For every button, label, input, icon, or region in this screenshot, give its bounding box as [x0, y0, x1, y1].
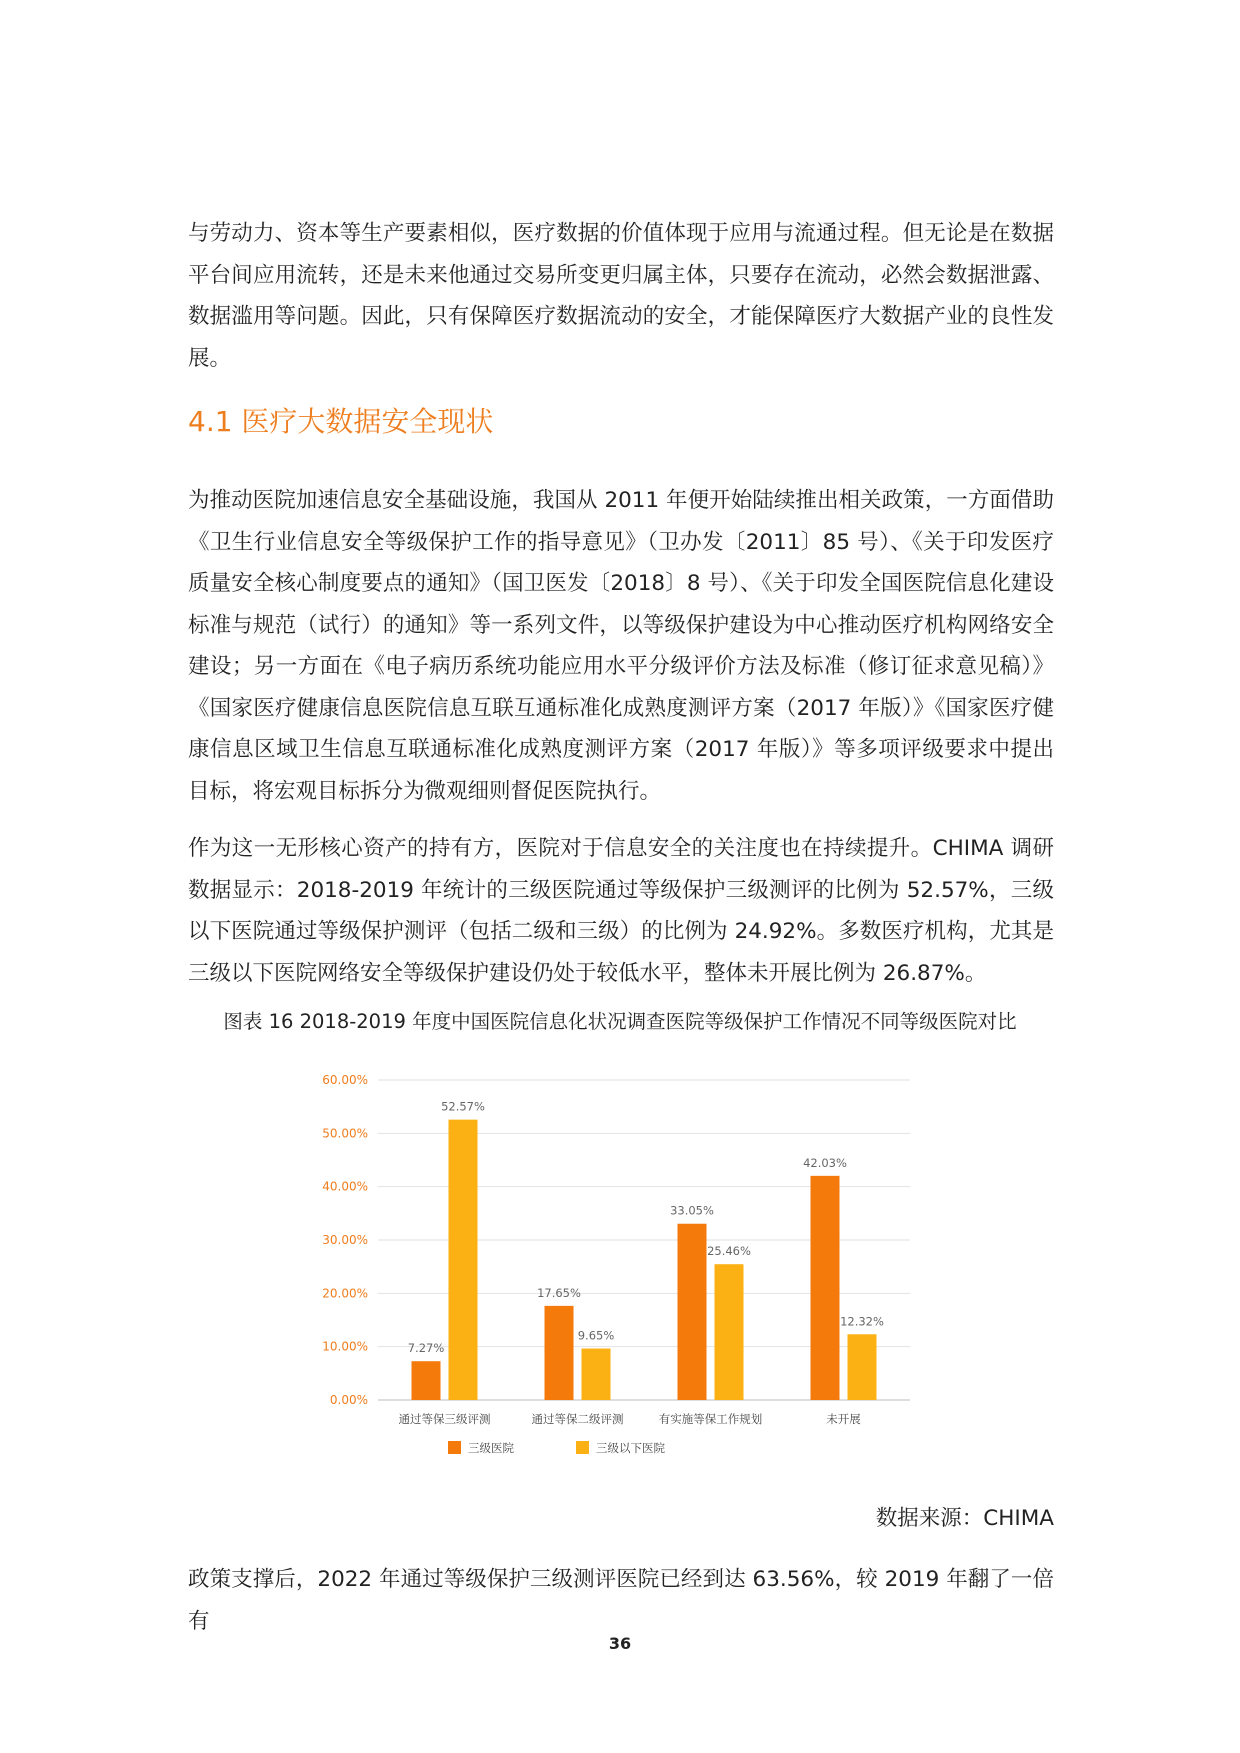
- bar: [848, 1334, 877, 1400]
- bar: [582, 1349, 611, 1400]
- x-category-label: 有实施等保工作规划: [658, 1412, 763, 1426]
- bar-chart: [320, 1060, 920, 1480]
- bar-value-label: 25.46%: [707, 1244, 751, 1259]
- bar-value-label: 33.05%: [670, 1203, 714, 1218]
- bar: [811, 1176, 840, 1400]
- bar: [449, 1120, 478, 1400]
- chart-x-axis: [399, 1412, 862, 1426]
- data-source-note: 数据来源：CHIMA: [875, 1506, 1054, 1531]
- bar-value-label: 9.65%: [577, 1328, 615, 1343]
- bar-value-label: 12.32%: [840, 1314, 884, 1329]
- bar: [545, 1306, 574, 1400]
- bar-value-label: 17.65%: [537, 1285, 581, 1300]
- bar: [715, 1264, 744, 1400]
- paragraph-conclusion: 政策支撑后，2022 年通过等级保护三级测评医院已经到达 63.56%，较 2019 年翻了一倍有: [188, 1567, 1054, 1634]
- paragraph-survey: 作为这一无形核心资产的持有方，医院对于信息安全的关注度也在持续提升。CHIMA 调研数据显示：2018-2019 年统计的三级医院通过等级保护三级测评的比例为 52.57%，三级以下医院通过等级保护测评（包括二级和三级）的比例为 24.92%。多数医疗机构，尤其是三级以下医院网络安全等级保护建设仍处于较低水平，整体未开展比例为 26.87%。: [188, 836, 1054, 986]
- page-number: 36: [608, 1634, 632, 1653]
- paragraph-policy: 为推动医院加速信息安全基础设施，我国从 2011 年便开始陆续推出相关政策，一方面借助《卫生行业信息安全等级保护工作的指导意见》（卫办发〔2011〕85 号）、《关于印发医疗质量安全核心制度要点的通知》（国卫医发〔2018〕8 号）、《关于印发全国医院信息化建设标准与规范（试行）的通知》等一系列文件，以等级保护建设为中心推动医疗机构网络安全建设；另一方面在《电子病历系统功能应用水平分级评价方法及标准（修订征求意见稿）》《国家医疗健康信息医院信息互联互通标准化成熟度测评方案（2017 年版）》《国家医疗健康信息区域卫生信息互联通标准化成熟度测评方案（2017 年版）》等多项评级要求中提出目标，将宏观目标拆分为微观细则督促医院执行。: [188, 488, 1054, 804]
- bar-value-label: 42.03%: [803, 1155, 847, 1170]
- y-tick-label: 20.00%: [322, 1286, 368, 1301]
- y-tick-label: 40.00%: [322, 1179, 368, 1194]
- legend-label: 三级以下医院: [596, 1441, 665, 1455]
- x-category-label: 未开展: [826, 1412, 861, 1426]
- figure-caption: 图表 16 2018-2019 年度中国医院信息化状况调查医院等级保护工作情况不同等级医院对比: [223, 1010, 1017, 1033]
- bar: [678, 1224, 707, 1400]
- y-tick-label: 60.00%: [322, 1073, 368, 1087]
- paragraph-intro: 与劳动力、资本等生产要素相似，医疗数据的价值体现于应用与流通过程。但无论是在数据平台间应用流转，还是未来他通过交易所变更归属主体，只要存在流动，必然会数据泄露、数据滥用等问题。因此，只有保障医疗数据流动的安全，才能保障医疗大数据产业的良性发展。: [188, 221, 1054, 371]
- y-tick-label: 50.00%: [322, 1126, 368, 1141]
- y-tick-label: 0.00%: [329, 1393, 368, 1407]
- legend-swatch: [448, 1441, 461, 1454]
- legend-label: 三级医院: [468, 1441, 514, 1455]
- x-category-label: 通过等保二级评测: [531, 1412, 624, 1426]
- bar-value-label: 7.27%: [407, 1341, 445, 1356]
- y-tick-label: 10.00%: [322, 1339, 368, 1354]
- bar: [412, 1361, 441, 1400]
- chart-y-axis: [322, 1073, 368, 1407]
- y-tick-label: 30.00%: [322, 1233, 368, 1247]
- bar-value-label: 52.57%: [441, 1099, 485, 1114]
- legend-swatch: [576, 1441, 589, 1454]
- chart-legend: [448, 1441, 665, 1455]
- x-category-label: 通过等保三级评测: [398, 1412, 491, 1426]
- section-heading: 4.1 医疗大数据安全现状: [188, 405, 494, 438]
